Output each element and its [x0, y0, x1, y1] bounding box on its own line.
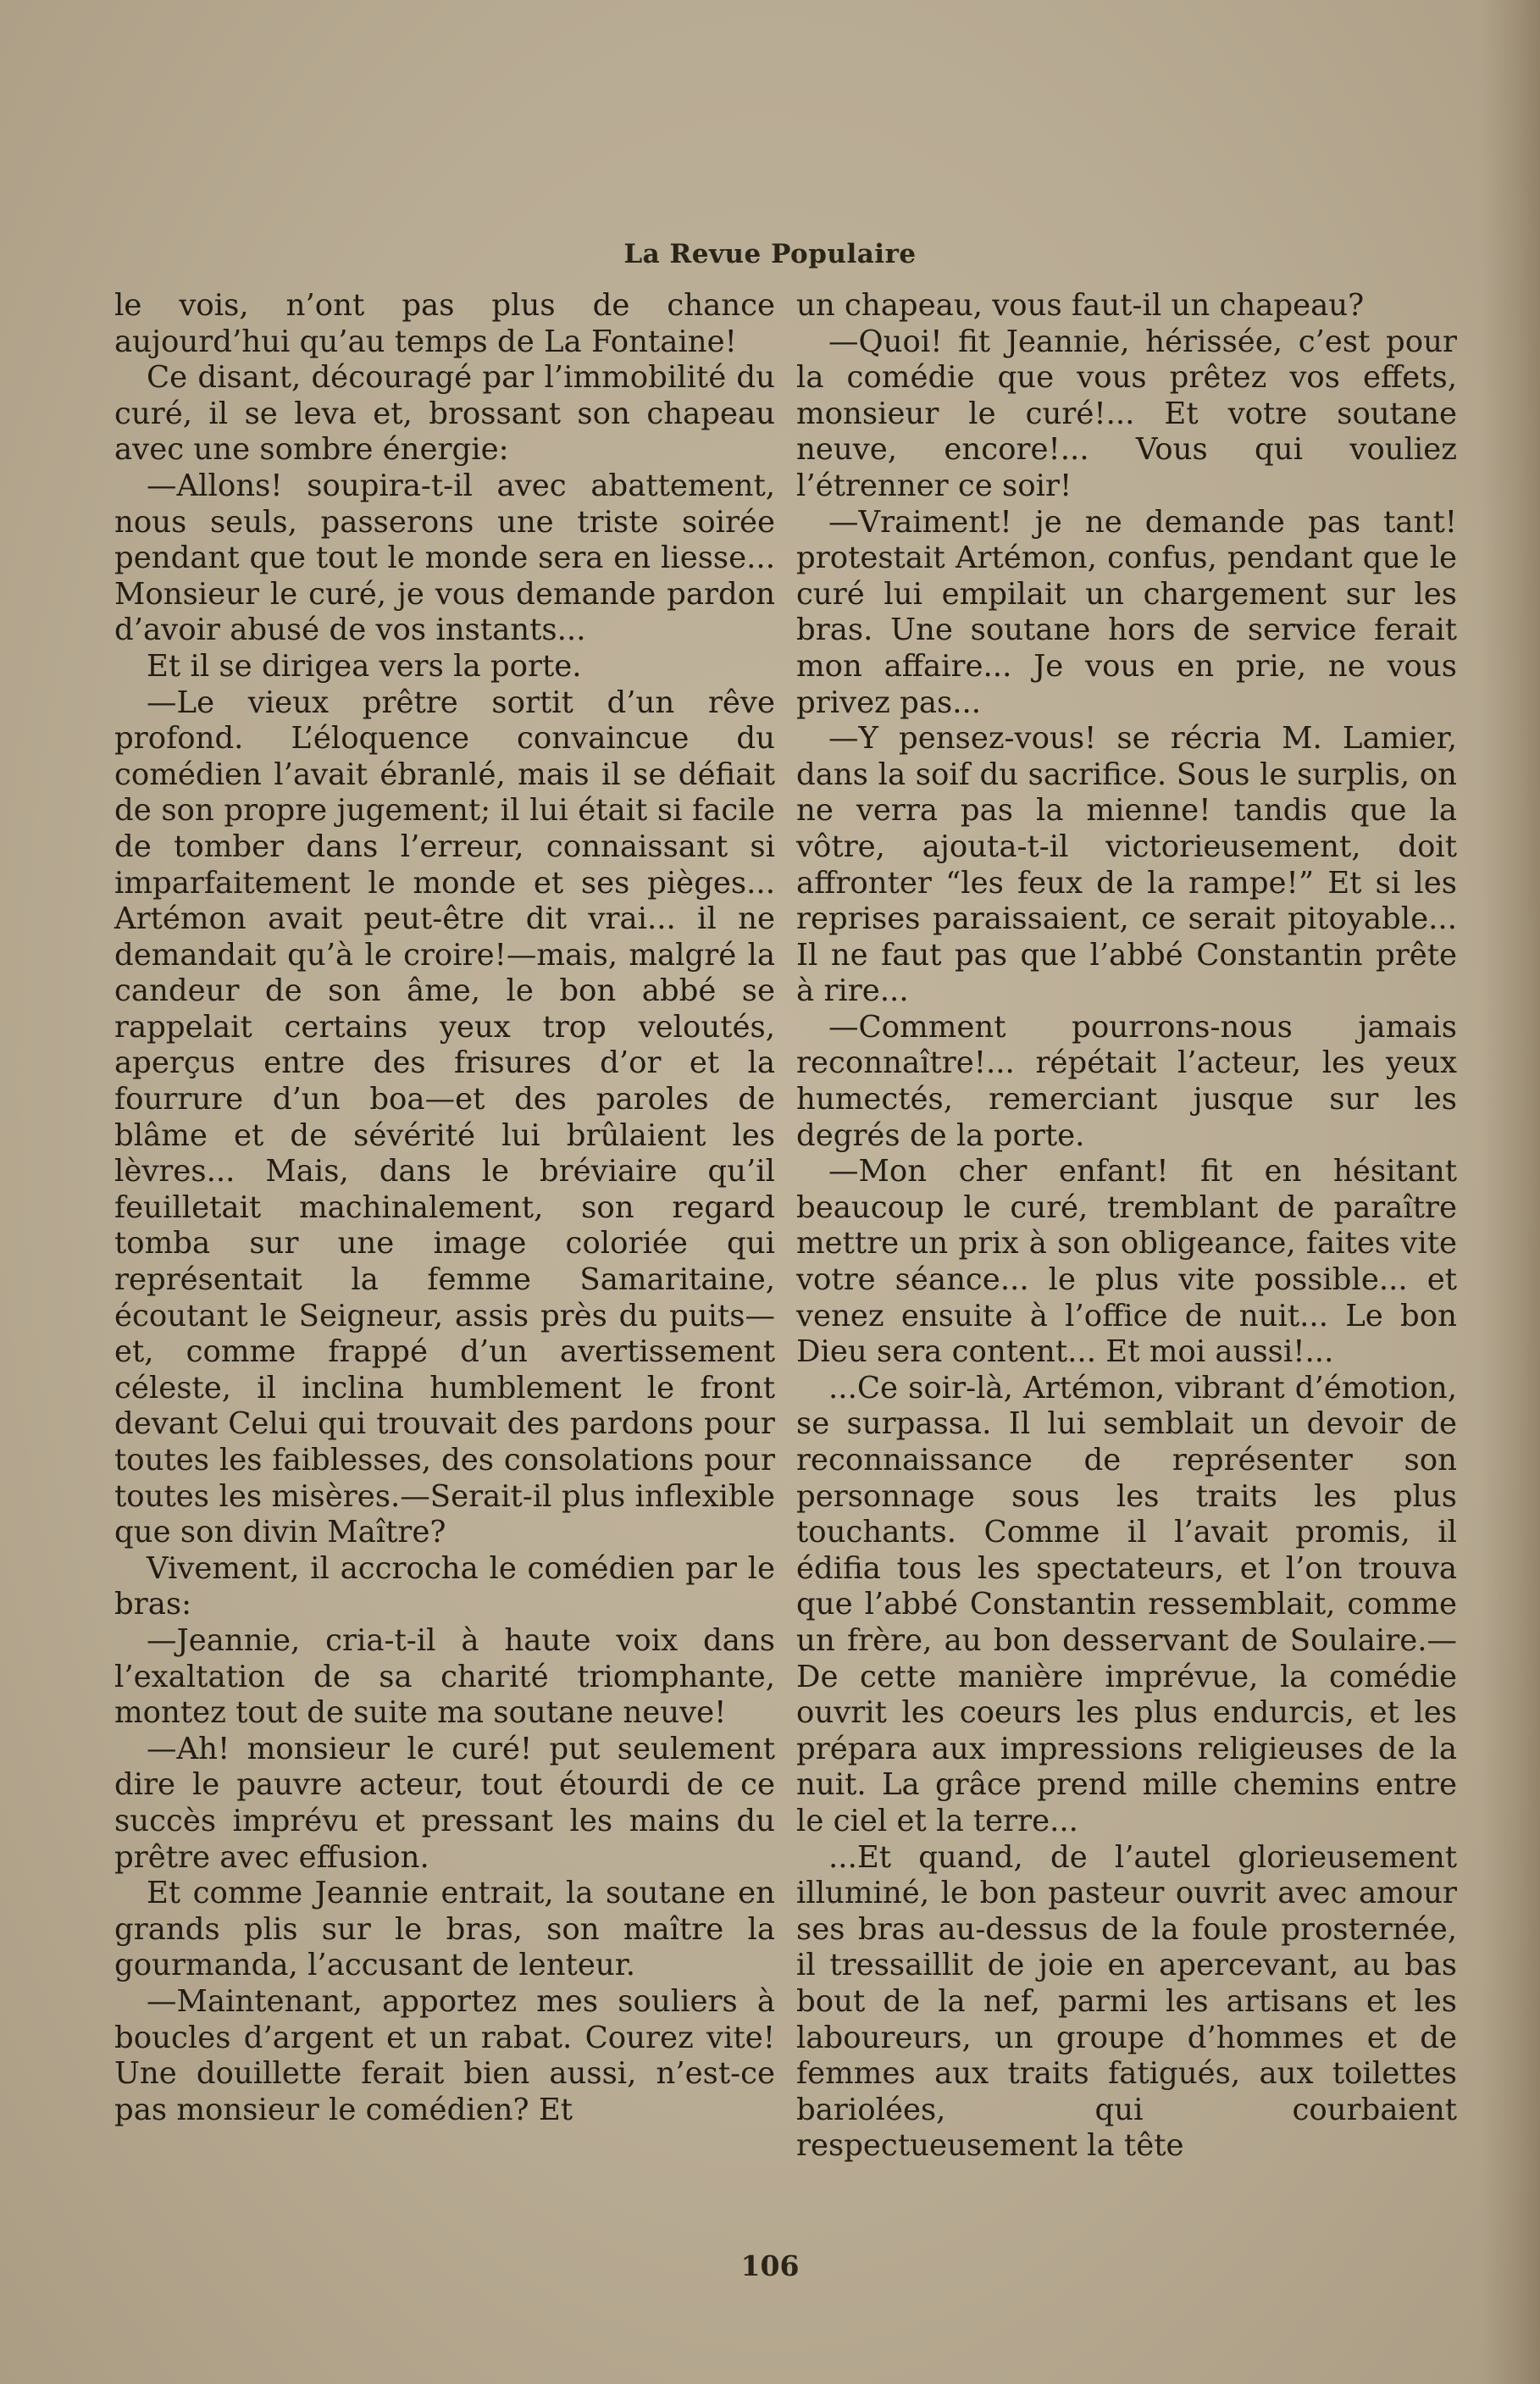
paragraph: —Comment pourrons-nous jamais reconnaître!... répétait l’acteur, les yeux humectés, remerciant jusque sur les degrés de la porte. [796, 1009, 1457, 1153]
left-column [114, 288, 775, 2128]
paragraph: —Ah! monsieur le curé! put seulement dire le pauvre acteur, tout étourdi de ce succès imprévu et pressant les mains du prêtre avec effusion. [114, 1731, 775, 1875]
paragraph: —Quoi! fit Jeannie, hérissée, c’est pour la comédie que vous prêtez vos effets, monsieur le curé!... Et votre soutane neuve, encore!... Vous qui vouliez l’étrenner ce soir! [796, 324, 1457, 503]
paragraph: le vois, n’ont pas plus de chance aujourd’hui qu’au temps de La Fontaine! [114, 288, 775, 359]
page-edge-shadow [1481, 0, 1540, 2384]
paragraph: un chapeau, vous faut-il un chapeau? [796, 288, 1365, 323]
paragraph: ...Ce soir-là, Artémon, vibrant d’émotion, se surpassa. Il lui semblait un devoir de reconnaissance de représenter son personnage sous les traits les plus touchants. Comme il l’avait promis, il édifia tous les spectateurs, et l’on trouva que l’abbé Constantin ressemblait, comme un frère, au bon desservant de Soulaire.—De cette manière imprévue, la comédie ouvrit les coeurs les plus endurcis, et les prépara aux impressions religieuses de la nuit. La grâce prend mille chemins entre le ciel et la terre... [796, 1370, 1457, 1838]
paragraph: —Vraiment! je ne demande pas tant! protestait Artémon, confus, pendant que le curé lui empilait un chargement sur les bras. Une soutane hors de service ferait mon affaire... Je vous en prie, ne vous privez pas... [796, 504, 1457, 720]
paragraph: —Y pensez-vous! se récria M. Lamier, dans la soif du sacrifice. Sous le surplis, on ne verra pas la mienne! tandis que la vôtre, ajouta-t-il victorieusement, doit affronter “les feux de la rampe!” Et si les reprises paraissaient, ce serait pitoyable... Il ne faut pas que l’abbé Constantin prête à rire... [796, 721, 1457, 1009]
paragraph: —Mon cher enfant! fit en hésitant beaucoup le curé, tremblant de paraître mettre un prix à son obligeance, faites vite votre séance... le plus vite possible... et venez ensuite à l’office de nuit... Le bon Dieu sera content... Et moi aussi!... [796, 1154, 1457, 1370]
paragraph: Et comme Jeannie entrait, la soutane en grands plis sur le bras, son maître la gourmanda, l’accusant de lenteur. [114, 1876, 775, 1983]
paragraph: ...Et quand, de l’autel glorieusement illuminé, le bon pasteur ouvrit avec amour ses bras au-dessus de la foule prosternée, il tressaillit de joie en apercevant, au bas bout de la nef, parmi les artisans et les laboureurs, un groupe d’hommes et de femmes aux traits fatigués, aux toilettes bariolées, qui courbaient respectueusement la tête [796, 1839, 1457, 2164]
paragraph: —Allons! soupira-t-il avec abattement, nous seuls, passerons une triste soirée pendant que tout le monde sera en liesse... Monsieur le curé, je vous demande pardon d’avoir abusé de vos instants... [114, 468, 775, 648]
paragraph: —Le vieux prêtre sortit d’un rêve profond. L’éloquence convaincue du comédien l’avait ébranlé, mais il se défiait de son propre jugement; il lui était si facile de tomber dans l’erreur, connaissant si imparfaitement le monde et ses pièges... Artémon avait peut-être dit vrai... il ne demandait qu’à le croire!—mais, malgré la candeur de son âme, le bon abbé se rappelait certains yeux trop veloutés, aperçus entre des frisures d’or et la fourrure d’un boa—et des paroles de blâme et de sévérité lui brûlaient les lèvres... Mais, dans le bréviaire qu’il feuilletait machinalement, son regard tomba sur une image coloriée qui représentait la femme Samaritaine, écoutant le Seigneur, assis près du puits—et, comme frappé d’un avertissement céleste, il inclina humblement le front devant Celui qui trouvait des pardons pour toutes les faiblesses, des consolations pour toutes les misères.—Serait-il plus inflexible que son divin Maître? [114, 685, 775, 1550]
paragraph: Et il se dirigea vers la porte. [147, 648, 582, 684]
paragraph: —Jeannie, cria-t-il à haute voix dans l’exaltation de sa charité triomphante, montez tout de suite ma soutane neuve! [114, 1622, 775, 1731]
paragraph: —Maintenant, apportez mes souliers à boucles d’argent et un rabat. Courez vite! Une douillette ferait bien aussi, n’est-ce pas monsieur le comédien? Et [114, 1983, 775, 2127]
right-column [796, 288, 1457, 2165]
paragraph: Vivement, il accrocha le comédien par le bras: [114, 1550, 775, 1622]
page-number: 106 [740, 2249, 800, 2282]
paragraph: Ce disant, découragé par l’immobilité du curé, il se leva et, brossant son chapeau avec une sombre énergie: [114, 360, 775, 468]
running-head: La Revue Populaire [623, 239, 917, 269]
